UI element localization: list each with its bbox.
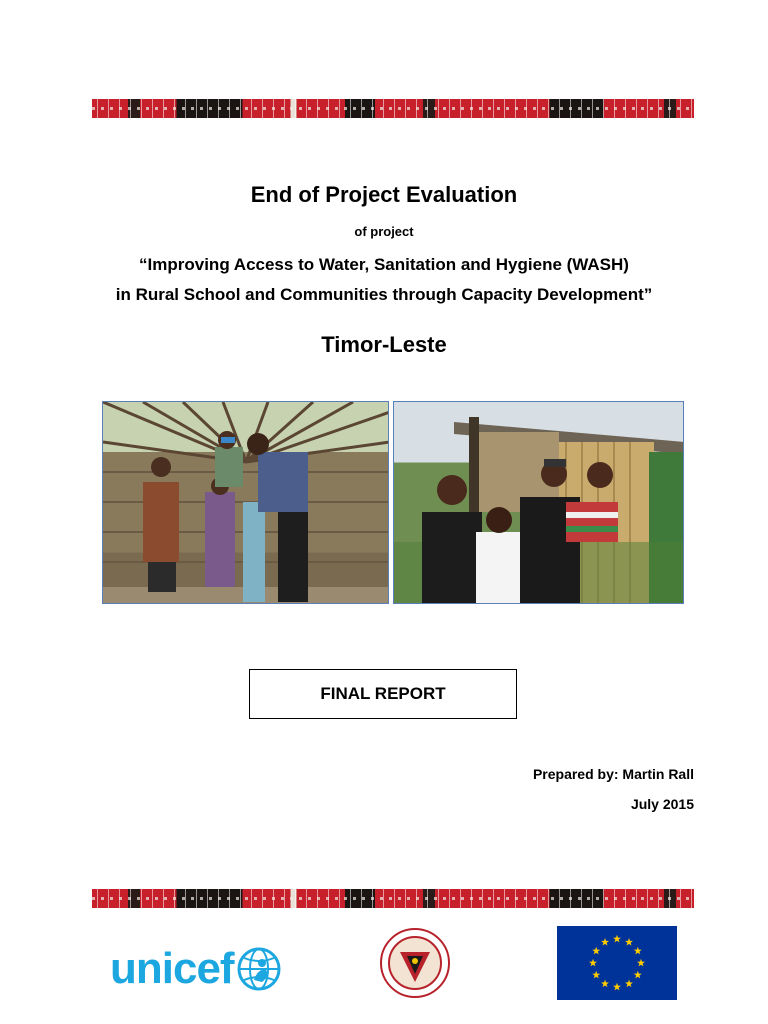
project-title-line-1: “Improving Access to Water, Sanitation and Hygiene (WASH) <box>139 255 629 274</box>
eu-star-icon <box>613 983 621 991</box>
eu-star-icon <box>634 971 642 979</box>
unicef-globe-icon <box>236 946 282 992</box>
project-title-line-2: in Rural School and Communities through Capacity Development” <box>115 285 653 304</box>
eu-star-icon <box>613 935 621 943</box>
eu-star-icon <box>592 971 600 979</box>
eu-star-icon <box>625 938 633 946</box>
eu-star-icon <box>637 959 645 967</box>
decorative-banner-bottom <box>92 889 694 908</box>
unicef-logo <box>110 944 282 994</box>
eu-star-icon <box>601 938 609 946</box>
eu-stars-icon <box>557 926 677 1000</box>
photo-family-latrine <box>393 401 684 604</box>
report-date: July 2015 <box>630 796 694 812</box>
final-report-label: FINAL REPORT <box>249 669 517 719</box>
document-subtitle: of project <box>354 224 414 239</box>
eu-star-icon <box>634 947 642 955</box>
country-heading: Timor-Leste <box>321 332 447 357</box>
eu-star-icon <box>592 947 600 955</box>
document-title: End of Project Evaluation <box>250 182 518 207</box>
timor-leste-government-seal <box>380 928 450 998</box>
decorative-banner-top <box>92 99 694 118</box>
eu-star-icon <box>589 959 597 967</box>
prepared-by: Prepared by: Martin Rall <box>532 766 694 782</box>
european-union-flag <box>557 926 677 1000</box>
unicef-logo-text: unicef <box>110 944 234 993</box>
eu-star-icon <box>625 980 633 988</box>
eu-star-icon <box>601 980 609 988</box>
photo-handwashing-station <box>102 401 389 604</box>
